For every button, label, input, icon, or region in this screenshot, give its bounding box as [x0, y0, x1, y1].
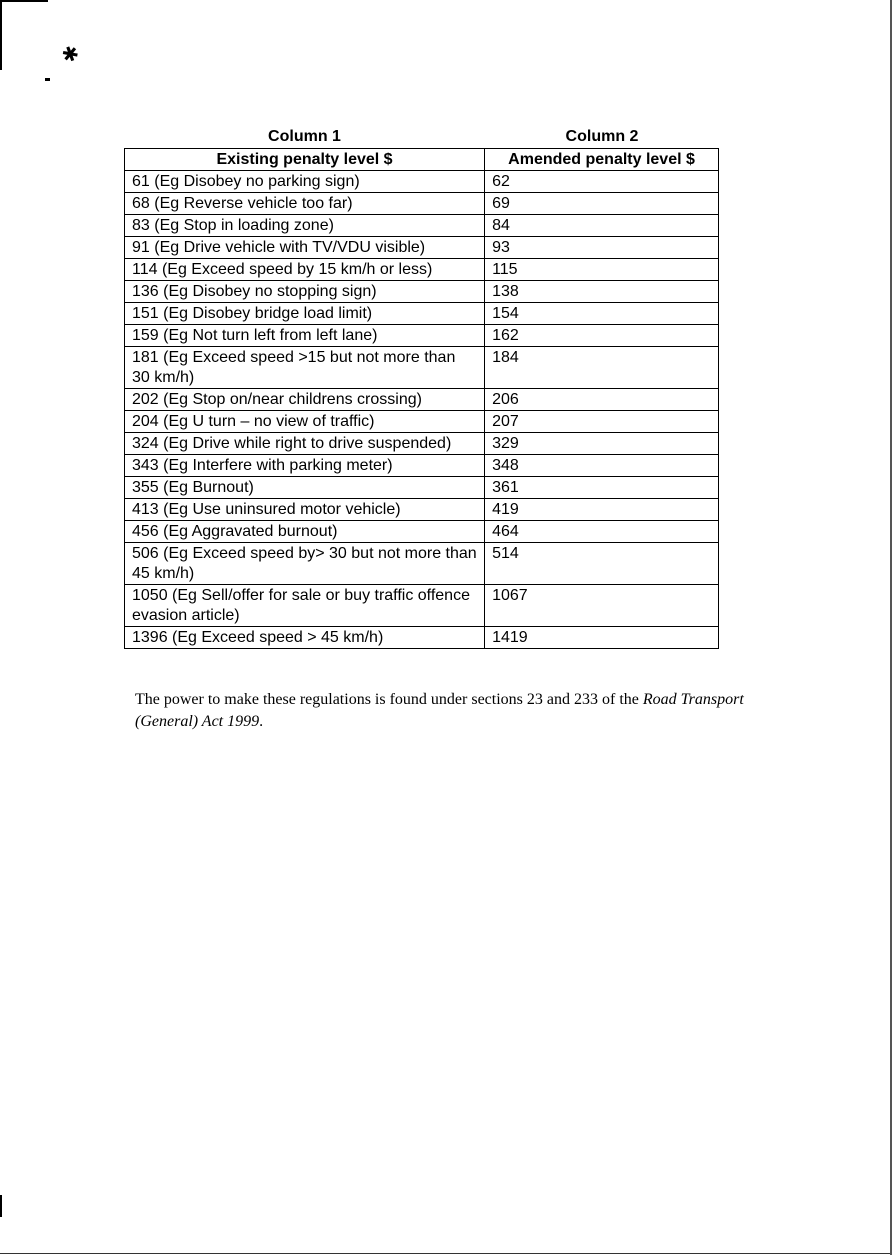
existing-penalty-cell: 456 (Eg Aggravated burnout): [125, 521, 485, 543]
amended-penalty-cell: 1419: [485, 627, 719, 649]
existing-penalty-cell: 181 (Eg Exceed speed >15 but not more than 30 km/h): [125, 347, 485, 389]
existing-penalty-cell: 355 (Eg Burnout): [125, 477, 485, 499]
table-row: [125, 499, 719, 521]
amended-penalty-cell: 115: [485, 259, 719, 281]
table-row: [125, 193, 719, 215]
table-row: [125, 389, 719, 411]
amended-penalty-cell: 93: [485, 237, 719, 259]
table-row: [125, 259, 719, 281]
amended-penalty-cell: 138: [485, 281, 719, 303]
existing-penalty-header: Existing penalty level $: [125, 149, 485, 171]
table-header-row: [125, 149, 719, 171]
amended-penalty-cell: 69: [485, 193, 719, 215]
column-titles: [124, 128, 719, 148]
table-row: [125, 215, 719, 237]
existing-penalty-cell: 324 (Eg Drive while right to drive suspended): [125, 433, 485, 455]
existing-penalty-cell: 91 (Eg Drive vehicle with TV/VDU visible): [125, 237, 485, 259]
table-row: [125, 455, 719, 477]
table-row: [125, 411, 719, 433]
table-row: [125, 521, 719, 543]
amended-penalty-cell: 162: [485, 325, 719, 347]
table-row: [125, 433, 719, 455]
amended-penalty-cell: 348: [485, 455, 719, 477]
scan-dot: [45, 78, 50, 81]
existing-penalty-cell: 343 (Eg Interfere with parking meter): [125, 455, 485, 477]
existing-penalty-cell: 202 (Eg Stop on/near childrens crossing): [125, 389, 485, 411]
existing-penalty-cell: 114 (Eg Exceed speed by 15 km/h or less): [125, 259, 485, 281]
existing-penalty-cell: 506 (Eg Exceed speed by> 30 but not more than 45 km/h): [125, 543, 485, 585]
existing-penalty-cell: 1396 (Eg Exceed speed > 45 km/h): [125, 627, 485, 649]
amended-penalty-cell: 62: [485, 171, 719, 193]
table-row: [125, 303, 719, 325]
table-row: [125, 171, 719, 193]
column-2-title: Column 2: [565, 128, 639, 145]
scan-edge-top: [0, 0, 48, 2]
amended-penalty-cell: 154: [485, 303, 719, 325]
column-1-title: Column 1: [268, 128, 341, 145]
table-row: [125, 543, 719, 585]
amended-penalty-cell: 329: [485, 433, 719, 455]
scan-edge-left: [0, 0, 2, 70]
penalty-rows: [125, 171, 719, 649]
table-row: [125, 347, 719, 389]
footnote-text: The power to make these regulations is found under sections 23 and 233 of the: [135, 691, 643, 708]
act-name: Road Transport (General) Act 1999: [135, 691, 744, 730]
footnote: [135, 689, 775, 733]
table-row: [125, 627, 719, 649]
amended-penalty-cell: 464: [485, 521, 719, 543]
amended-penalty-cell: 84: [485, 215, 719, 237]
scan-edge-left-bottom: [0, 1195, 2, 1217]
table-row: [125, 585, 719, 627]
existing-penalty-cell: 413 (Eg Use uninsured motor vehicle): [125, 499, 485, 521]
table-row: [125, 237, 719, 259]
amended-penalty-cell: 207: [485, 411, 719, 433]
existing-penalty-cell: 136 (Eg Disobey no stopping sign): [125, 281, 485, 303]
amended-penalty-cell: 184: [485, 347, 719, 389]
table-row: [125, 281, 719, 303]
table-row: [125, 325, 719, 347]
penalty-table: [124, 148, 719, 649]
existing-penalty-cell: 83 (Eg Stop in loading zone): [125, 215, 485, 237]
existing-penalty-cell: 159 (Eg Not turn left from left lane): [125, 325, 485, 347]
scan-mark-icon: ✱: [58, 39, 83, 69]
existing-penalty-cell: 1050 (Eg Sell/offer for sale or buy traffic offence evasion article): [125, 585, 485, 627]
existing-penalty-cell: 61 (Eg Disobey no parking sign): [125, 171, 485, 193]
amended-penalty-cell: 514: [485, 543, 719, 585]
scan-edge-bottom: [0, 1253, 892, 1254]
table-row: [125, 477, 719, 499]
footnote-end: .: [259, 713, 264, 730]
existing-penalty-cell: 204 (Eg U turn – no view of traffic): [125, 411, 485, 433]
amended-penalty-cell: 206: [485, 389, 719, 411]
amended-penalty-header: Amended penalty level $: [485, 149, 719, 171]
amended-penalty-cell: 1067: [485, 585, 719, 627]
amended-penalty-cell: 361: [485, 477, 719, 499]
existing-penalty-cell: 151 (Eg Disobey bridge load limit): [125, 303, 485, 325]
amended-penalty-cell: 419: [485, 499, 719, 521]
existing-penalty-cell: 68 (Eg Reverse vehicle too far): [125, 193, 485, 215]
